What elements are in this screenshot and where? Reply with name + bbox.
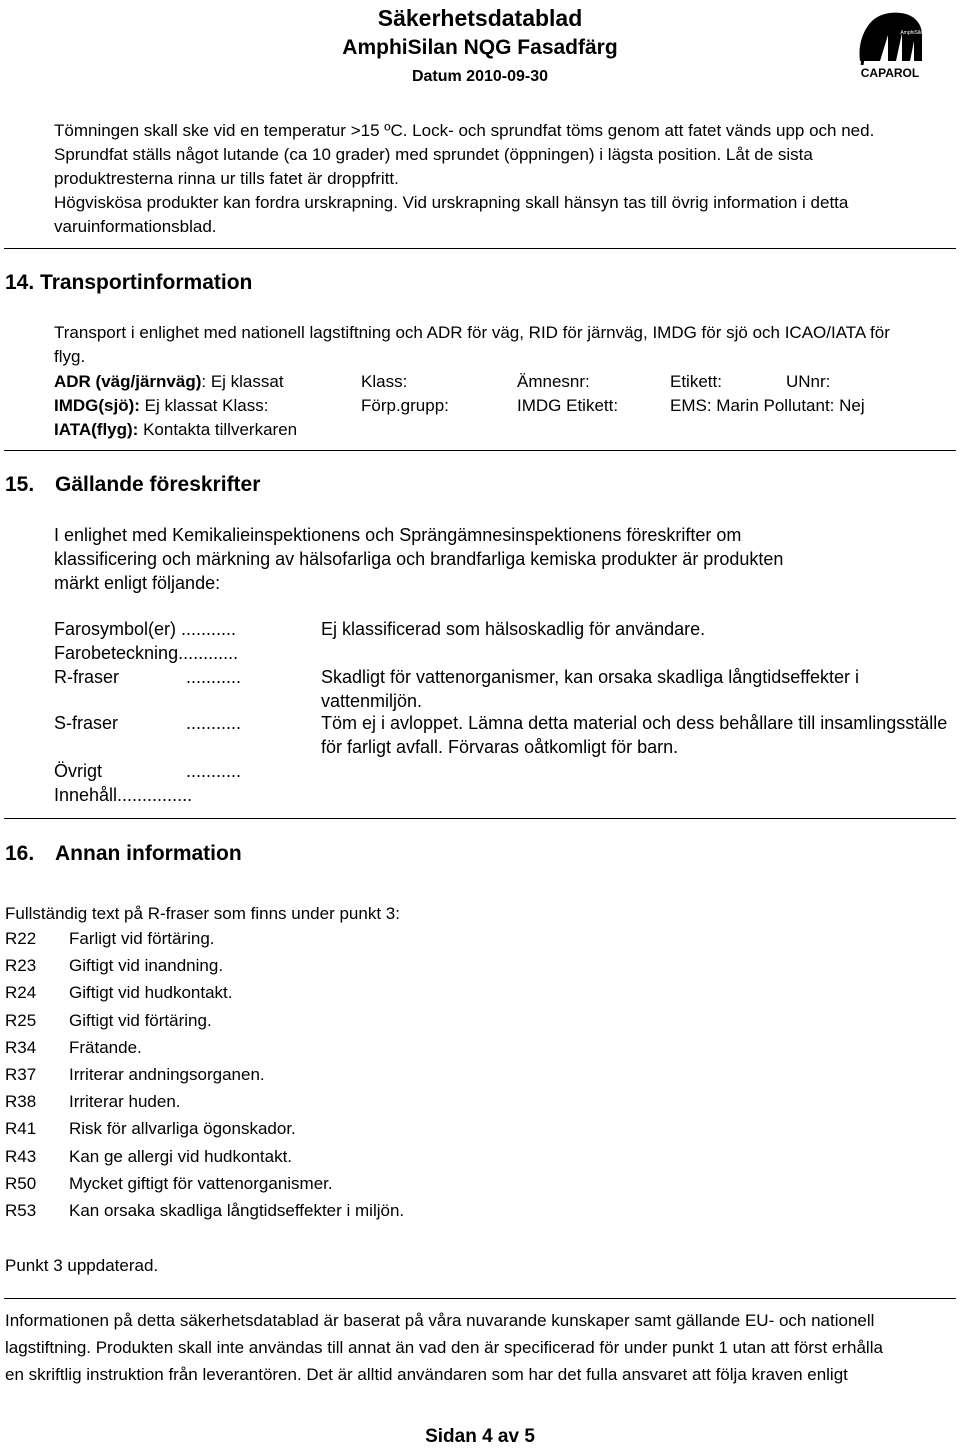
update-note: Punkt 3 uppdaterad. [5, 1256, 159, 1275]
farosymbol-value: Ej klassificerad som hälsoskadlig för användare. [321, 619, 706, 639]
sfraser-value-line2: för farligt avfall. Förvaras oåtkomligt för barn. [321, 737, 679, 757]
rfraser-value-line1: Skadligt för vattenorganismer, kan orsaka skadliga långtidseffekter i [321, 667, 859, 687]
text-line: produktresterna rinna ur tills fatet är droppfritt. [54, 169, 399, 188]
rphrase-text: Kan ge allergi vid hudkontakt. [69, 1146, 293, 1166]
iata-value: Kontakta tillverkaren [138, 420, 298, 439]
divider [4, 248, 956, 249]
section14-intro [54, 321, 959, 368]
rphrase-code: R53 [5, 1200, 37, 1220]
section15-title: Gällande föreskrifter [55, 473, 261, 496]
list-item [5, 1172, 605, 1199]
adr-klass: Klass: [361, 372, 408, 391]
text-line: varuinformationsblad. [54, 217, 217, 236]
list-item [5, 1145, 605, 1172]
text-line: Tömningen skall ske vid en temperatur >15 ºC. Lock- och sprundfat töms genom att fatet vänds upp och ned. [54, 121, 875, 140]
sfraser-value-line1: Töm ej i avloppet. Lämna detta material och dess behållare till insamlingsställe [321, 713, 948, 733]
rphrase-text: Giftigt vid hudkontakt. [69, 983, 233, 1003]
rfraser-label: R-fraser [54, 667, 120, 687]
section15-number: 15. [5, 473, 35, 496]
rphrase-text: Giftigt vid förtäring. [69, 1010, 212, 1030]
rphrase-text: Frätande. [69, 1037, 142, 1057]
sfraser-dots: ........... [186, 713, 242, 733]
disclaimer [5, 1307, 955, 1388]
list-item [5, 1090, 605, 1117]
rphrase-code: R24 [5, 983, 37, 1003]
farobeteckning-label: Farobeteckning............ [54, 643, 239, 663]
imdg-forp: Förp.grupp: [361, 396, 449, 415]
rphrase-code: R43 [5, 1146, 37, 1166]
rphrase-code: R37 [5, 1064, 37, 1084]
text-line: en skriftlig instruktion från leverantören. Det är alltid användaren som har det fulla ansvaret att följa kraven enligt [5, 1365, 848, 1384]
imdg-value: Ej klassat Klass: [139, 396, 269, 415]
list-item [5, 1199, 605, 1226]
list-item [5, 954, 605, 981]
imdg-row [54, 394, 954, 417]
caparol-logo [850, 5, 930, 81]
rphrase-code: R34 [5, 1037, 37, 1057]
section15-intro [54, 523, 934, 595]
rfraser-dots: ........... [186, 667, 242, 687]
section14-heading: 14. Transportinformation [5, 271, 253, 294]
text-line: Informationen på detta säkerhetsdatablad är baserat på våra nuvarande kunskaper samt gällande EU- och nationell [5, 1311, 875, 1330]
adr-amnesnr: Ämnesnr: [517, 372, 590, 391]
adr-value: : Ej klassat [201, 372, 284, 391]
text-line: lagstiftning. Produkten skall inte användas till annat än vad den är specificerad för under punkt 1 utan att först erhålla [5, 1338, 883, 1357]
rphrase-text: Mycket giftigt för vattenorganismer. [69, 1173, 333, 1193]
adr-etikett: Etikett: [670, 372, 722, 391]
imdg-label: IMDG(sjö): [54, 396, 140, 415]
section16-intro: Fullständig text på R-fraser som finns under punkt 3: [5, 904, 400, 923]
section16-number: 16. [5, 842, 35, 865]
rphrase-code: R41 [5, 1119, 37, 1139]
list-item [5, 1036, 605, 1063]
classification-values [321, 617, 956, 777]
rphrase-text: Irriterar andningsorganen. [69, 1064, 265, 1084]
classification-labels [54, 617, 314, 817]
rphrase-code: R38 [5, 1092, 37, 1112]
imdg-ems: EMS: Marin Pollutant: Nej [670, 396, 865, 415]
rphrase-code: R22 [5, 929, 37, 948]
adr-unnr: UNnr: [786, 372, 831, 391]
sfraser-label: S-fraser [54, 713, 119, 733]
rphrase-text: Kan orsaka skadliga långtidseffekter i miljön. [69, 1200, 405, 1220]
document-title: Säkerhetsdatablad [377, 5, 583, 31]
rfraser-value-line2: vattenmiljön. [321, 691, 423, 711]
adr-label: ADR (väg/järnväg) [54, 372, 202, 391]
list-item [5, 1117, 605, 1144]
iata-row [54, 418, 297, 441]
logo-text: CAPAROL [860, 66, 920, 80]
rphrase-code: R25 [5, 1010, 37, 1030]
rphrase-text: Irriterar huden. [69, 1092, 181, 1112]
divider [4, 818, 956, 819]
section16-heading [5, 842, 405, 866]
text-line: Högviskösa produkter kan fordra urskrapning. Vid urskrapning skall hänsyn tas till övrig information i detta [54, 193, 849, 212]
list-item [5, 1063, 605, 1090]
text-line: Sprundfat ställs något lutande (ca 10 grader) med sprundet (öppningen) i lägsta position. Låt de sista [54, 145, 813, 164]
divider [4, 450, 956, 451]
product-name: AmphiSilan NQG Fasadfärg [342, 36, 618, 59]
divider [4, 1298, 956, 1299]
rphrase-text: Farligt vid förtäring. [69, 929, 215, 948]
ovrigt-label: Övrigt [54, 761, 103, 781]
rphrase-text: Risk för allvarliga ögonskador. [69, 1119, 296, 1139]
page-number: Sidan 4 av 5 [425, 1426, 535, 1447]
rphrase-code: R50 [5, 1173, 37, 1193]
rphrase-code: R23 [5, 956, 37, 976]
rphrase-list [5, 927, 605, 1226]
text-line: flyg. [54, 347, 86, 366]
rphrase-text: Giftigt vid inandning. [69, 956, 224, 976]
logo-small-text: AmphiSilan [900, 30, 926, 36]
innehall-label: Innehåll............... [54, 785, 193, 805]
list-item [5, 981, 605, 1008]
text-line: I enlighet med Kemikalieinspektionens och Sprängämnesinspektionens föreskrifter om [54, 525, 742, 545]
list-item [5, 927, 605, 954]
farosymbol-label: Farosymbol(er) ........... [54, 619, 237, 639]
section13-text [54, 119, 954, 238]
list-item [5, 1009, 605, 1036]
adr-row [54, 370, 954, 393]
text-line: klassificering och märkning av hälsofarliga och brandfarliga kemiska produkter är produkten [54, 549, 784, 569]
section16-title: Annan information [55, 842, 242, 865]
section15-heading [5, 473, 405, 497]
document-date: Datum 2010-09-30 [411, 68, 549, 85]
text-line: märkt enligt följande: [54, 573, 221, 593]
text-line: Transport i enlighet med nationell lagstiftning och ADR för väg, RID för järnväg, IMDG för sjö och ICAO/IATA för [54, 323, 890, 342]
imdg-etikett: IMDG Etikett: [517, 396, 619, 415]
ovrigt-dots: ........... [186, 761, 242, 781]
iata-label: IATA(flyg): [54, 420, 139, 439]
